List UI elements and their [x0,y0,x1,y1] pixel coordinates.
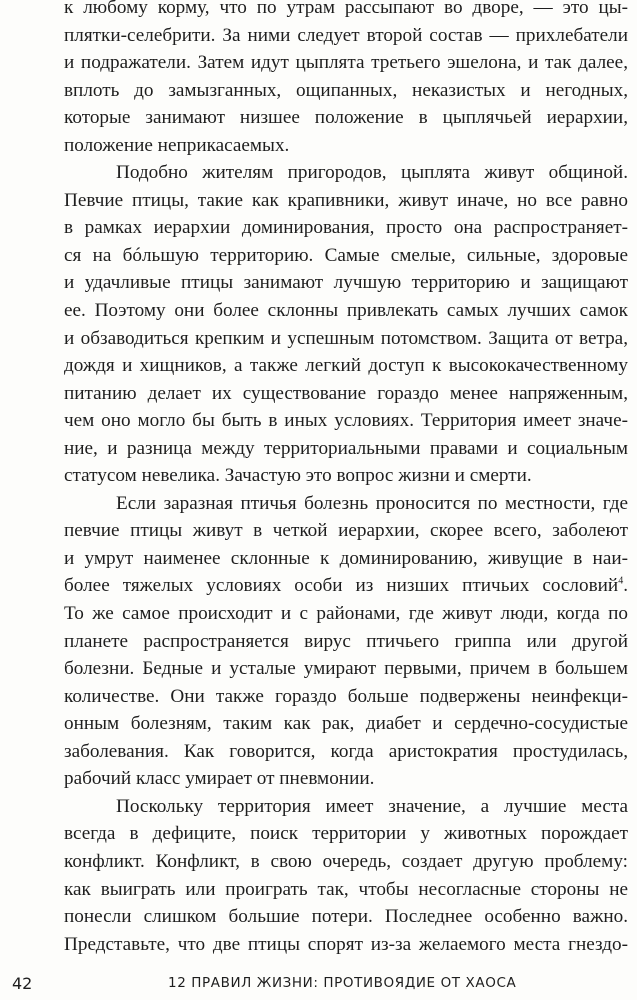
text-line: певчие птицы живут в четкой иерархии, скорее всего, заболеют [64,520,628,542]
text-line: Певчие птицы, такие как крапивники, живут иначе, но все равно [64,189,628,211]
text-line: чем оно могло бы быть в иных условиях. Территория имеет значе- [64,410,628,432]
text-line: Представьте, что две птицы спорят из-за желаемого места гнездо- [64,933,628,955]
text-line: плятки-селебрити. За ними следует второй состав — прихлебатели [64,24,628,46]
text-line: вплоть до замызганных, ощипанных, неказистых и негодных, [64,79,628,101]
text-line: онным болезням, таким как рак, диабет и сердечно-сосудистые [64,713,628,735]
text-line: количестве. Они также гораздо больше подвержены неинфекци- [64,685,628,707]
page-number: 42 [12,974,33,993]
text-line: как выиграть или проиграть так, чтобы несогласные стороны не [64,878,628,900]
text-line: которые занимают низшее положение в цыплячьей иерархии, [64,107,628,129]
text-line: к любому корму, что по утрам рассыпают во дворе, — это цы- [64,0,628,18]
text-line-with-footnote: более тяжелых условиях особи из низших птичьих сословий$^4$. [64,575,628,597]
text-line: в рамках иерархии доминирования, просто она распространяет- [64,217,628,239]
text-line: питанию делает их существование гораздо менее напряженным, [64,382,628,404]
text-line: ее. Поэтому они более склонны привлекать самых лучших самок [64,300,628,322]
text-line: ние, и разница между территориальными правами и социальным [64,437,628,459]
text-line: планете распространяется вирус птичьего гриппа или другой [64,630,628,652]
paragraph-first-line: Если заразная птичья болезнь проносится по местности, где [116,492,628,514]
text-line: То же самое происходит и с районами, где живут люди, когда по [64,603,628,625]
body-text [64,0,628,958]
text-line: и умрут наименее склонные к доминированию, живущие в наи- [64,547,628,569]
text-line: и подражатели. Затем идут цыплята третьего эшелона, и так далее, [64,52,628,74]
text-segment: более тяжелых условиях особи из низших птичьих сословий [64,575,619,597]
text-line: и удачливые птицы занимают лучшую территорию и защищают [64,272,628,294]
text-line: и обзаводиться крепким и успешным потомством. Защита от ветра, [64,327,628,349]
text-line: статусом невелика. Зачастую это вопрос жизни и смерти. [64,465,532,487]
text-line: дождя и хищников, а также легкий доступ к высококачественному [64,355,628,377]
paragraph-first-line: Подобно жителям пригородов, цыплята живут общиной. [116,162,628,184]
text-line: всегда в дефиците, поиск территории у животных порождает [64,823,628,845]
text-line: конфликт. Конфликт, в свою очередь, создает другую проблему: [64,850,628,872]
text-line: рабочий класс умирает от пневмонии. [64,768,375,790]
text-line: положение неприкасаемых. [64,134,290,156]
text-line: болезни. Бедные и усталые умирают первыми, причем в большем [64,658,628,680]
footnote-reference[interactable]: 4 [618,576,624,588]
text-line: ся на бóльшую территорию. Самые смелые, сильные, здоровые [64,244,628,266]
paragraph-first-line: Поскольку территория имеет значение, а лучшие места [116,795,628,817]
page-footer [0,972,637,1000]
text-line: заболевания. Как говорится, когда аристократия простудилась, [64,740,628,762]
text-line: понесли слишком большие потери. Последнее особенно важно. [64,906,628,928]
running-title: 12 ПРАВИЛ ЖИЗНИ: ПРОТИВОЯДИЕ ОТ ХАОСА [168,975,517,991]
